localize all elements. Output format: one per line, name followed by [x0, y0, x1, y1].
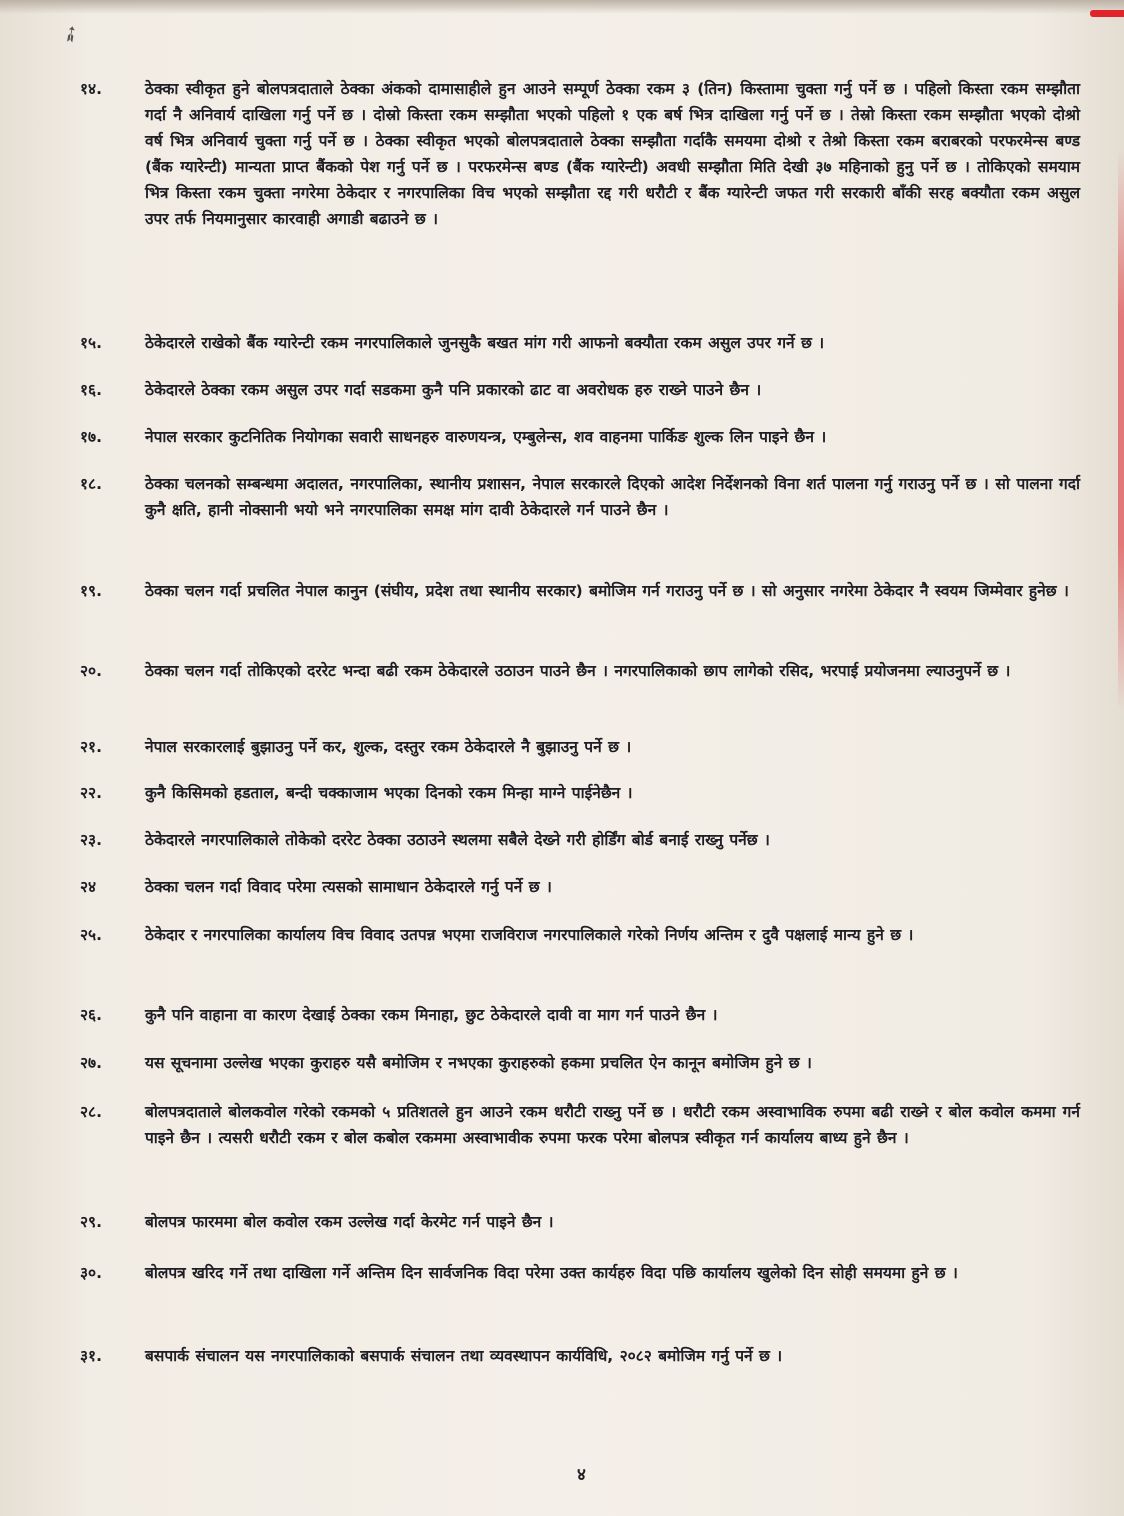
- clause-number: २३.: [80, 831, 103, 849]
- clause-number: ३१.: [80, 1347, 103, 1365]
- clause-number: २१.: [80, 738, 103, 756]
- clause-number: २७.: [80, 1054, 103, 1072]
- clause-number: १६.: [80, 381, 103, 399]
- clause-number: ३०.: [80, 1264, 103, 1282]
- clause-text: ठेक्का चलन गर्दा तोकिएको दररेट भन्दा बढी रकम ठेकेदारले उठाउन पाउने छैन । नगरपालिकाको छाप लागेको रसिद, भरपाई प्रयोजनमा ल्याउनुपर्ने छ ।: [145, 662, 1011, 680]
- clause-text: ठेकेदारले नगरपालिकाले तोकेको दररेट ठेक्का उठाउने स्थलमा सबैले देख्ने गरी होर्डिंग बोर्ड बनाई राख्नु पर्नेछ ।: [145, 831, 770, 849]
- clause-number: २०.: [80, 662, 103, 680]
- clause-number: १९.: [80, 582, 103, 600]
- pen-mark-icon: ➶: [56, 18, 86, 51]
- clause-text: कुनै पनि वाहाना वा कारण देखाई ठेक्का रकम मिनाहा, छुट ठेकेदारले दावी वा माग गर्न पाउने छैन ।: [145, 1006, 718, 1024]
- clause-number: २४: [80, 878, 97, 896]
- clause-number: २६.: [80, 1006, 103, 1024]
- clause-number: २२.: [80, 784, 103, 802]
- clause-text: बोलपत्र खरिद गर्ने तथा दाखिला गर्ने अन्तिम दिन सार्वजनिक विदा परेमा उक्त कार्यहरु विदा पछि कार्यालय खुलेको दिन सोही समयमा हुने छ ।: [145, 1264, 958, 1282]
- clause-number: २८.: [80, 1103, 103, 1121]
- clause-text: यस सूचनामा उल्लेख भएका कुराहरु यसै बमोजिम र नभएका कुराहरुको हकमा प्रचलित ऐन कानून बमोजिम हुने छ ।: [145, 1054, 812, 1072]
- red-marker-stroke: [1090, 10, 1124, 17]
- clause-number: २९.: [80, 1213, 103, 1231]
- clause-text: बसपार्क संचालन यस नगरपालिकाको बसपार्क संचालन तथा व्यवस्थापन कार्यविधि, २०८२ बमोजिम गर्नु पर्ने छ ।: [145, 1347, 783, 1365]
- clause-number: २५.: [80, 926, 103, 944]
- clause-text: ठेकेदारले राखेको बैंक ग्यारेन्टी रकम नगरपालिकाले जुनसुकै बखत मांग गरी आफनो बक्यौता रकम असुल उपर गर्ने छ ।: [145, 334, 825, 352]
- clause-number: १५.: [80, 334, 103, 352]
- clause-text: बोलपत्रदाताले बोलकवोल गरेको रकमको ५ प्रतिशतले हुन आउने रकम धरौटी राख्नु पर्ने छ । धरौटी रकम अस्वाभाविक रुपमा बढी राख्ने र बोल कवोल कममा गर्न पाइने छैन । त्यसरी धरौटी रकम र बोल कबोल रकममा अस्वाभावीक रुपमा फरक परेमा बोलपत्र स्वीकृत गर्न कार्यालय बाध्य हुने छैन ।: [145, 1103, 1080, 1147]
- clause-text: ठेक्का चलनको सम्बन्धमा अदालत, नगरपालिका, स्थानीय प्रशासन, नेपाल सरकारले दिएको आदेश निर्देशनको विना शर्त पालना गर्नु गराउनु पर्ने छ । सो पालना गर्दा कुनै क्षति, हानी नोक्सानी भयो भने नगरपालिका समक्ष मांग दावी ठेकेदारले गर्न पाउने छैन ।: [145, 475, 1080, 519]
- clause-text: ठेक्का चलन गर्दा प्रचलित नेपाल कानुन (संघीय, प्रदेश तथा स्थानीय सरकार) बमोजिम गर्न गराउनु पर्ने छ । सो अनुसार नगरेमा ठेकेदार नै स्वयम जिम्मेवार हुनेछ ।: [145, 582, 1069, 600]
- clause-text: नेपाल सरकारलाई बुझाउनु पर्ने कर, शुल्क, दस्तुर रकम ठेकेदारले नै बुझाउनु पर्ने छ ।: [145, 738, 632, 756]
- clause-text: ठेकेदार र नगरपालिका कार्यालय विच विवाद उतपन्न भएमा राजविराज नगरपालिकाले गरेको निर्णय अन्तिम र दुवै पक्षलाई मान्य हुने छ ।: [145, 926, 914, 944]
- clause-text: ठेक्का स्वीकृत हुने बोलपत्रदाताले ठेक्का अंकको दामासाहीले हुन आउने सम्पूर्ण ठेक्का रकम ३ (तिन) किस्तामा चुक्ता गर्नु पर्ने छ । पहिलो किस्ता रकम सम्झौता गर्दा नै अनिवार्य दाखिला गर्नु पर्ने छ । दोस्रो किस्ता रकम सम्झौता भएको पहिलो १ एक बर्ष भित्र दाखिला गर्नु पर्ने छ । तेस्रो किस्ता रकम सम्झौता भएको दोश्रो वर्ष भित्र अनिवार्य चुक्ता गर्नु पर्ने छ । ठेक्का स्वीकृत भएको बोलपत्रदाताले ठेक्का सम्झौता गर्दाकै समयमा दोश्रो र तेश्रो किस्ता रकम बराबरको परफरमेन्स बण्ड (बैंक ग्यारेन्टी) मान्यता प्राप्त बैंकको पेश गर्नु पर्ने छ । परफरमेन्स बण्ड (बैंक ग्यारेन्टी) अवधी सम्झौता मिति देखी ३७ महिनाको हुनु पर्ने छ । तोकिएको समयाम भित्र किस्ता रकम चुक्ता नगरेमा ठेकेदार र नगरपालिका विच भएको सम्झौता रद्द गरी धरौटी र बैंक ग्यारेन्टी जफत गरी सरकारी बाँकी सरह बक्यौता रकम असुल उपर तर्फ नियमानुसार कारवाही अगाडी बढाउने छ ।: [145, 80, 1080, 228]
- clause-text: नेपाल सरकार कुटनितिक नियोगका सवारी साधनहरु वारुणयन्त्र, एम्बुलेन्स, शव वाहनमा पार्किङ शुल्क लिन पाइने छैन ।: [145, 428, 827, 446]
- red-edge-tint: [1118, 150, 1124, 710]
- page-number: ४: [577, 1465, 586, 1485]
- clause-number: १७.: [80, 428, 103, 446]
- clause-number: १४.: [80, 80, 103, 98]
- page-edge-shadow: [0, 0, 1124, 14]
- clause-text: ठेक्का चलन गर्दा विवाद परेमा त्यसको सामाधान ठेकेदारले गर्नु पर्ने छ ।: [145, 878, 552, 896]
- clause-number: १८.: [80, 475, 103, 493]
- clause-text: कुनै किसिमको हडताल, बन्दी चक्काजाम भएका दिनको रकम मिन्हा माग्ने पाईनेछैन ।: [145, 784, 633, 802]
- clause-text: ठेकेदारले ठेक्का रकम असुल उपर गर्दा सडकमा कुनै पनि प्रकारको ढाट वा अवरोधक हरु राख्ने पाउने छैन ।: [145, 381, 762, 399]
- clause-text: बोलपत्र फारममा बोल कवोल रकम उल्लेख गर्दा केरमेट गर्न पाइने छैन ।: [145, 1213, 554, 1231]
